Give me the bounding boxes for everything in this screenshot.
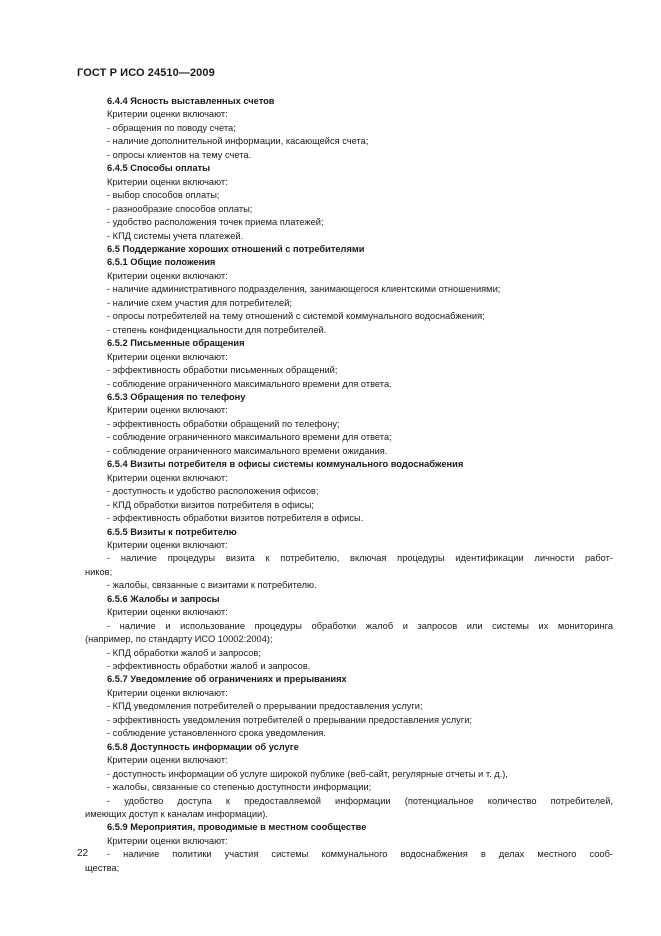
section-heading: 6.5.8 Доступность информации об услуге — [107, 741, 299, 752]
list-item: - наличие и использование процедуры обработки жалоб и запросов или системы их мониторинга — [107, 620, 613, 631]
list-item: - КПД уведомления потребителей о прерывании предоставления услуги; — [107, 701, 423, 712]
list-item: - выбор способов оплаты; — [107, 190, 220, 201]
section-heading: 6.4.5 Способы оплаты — [107, 163, 211, 174]
list-item-continuation: ников; — [85, 566, 113, 577]
list-item: - эффективность обработки письменных обращений; — [107, 365, 338, 376]
list-item: - наличие схем участия для потребителей; — [107, 297, 292, 308]
list-item: - КПД системы учета платежей. — [107, 230, 244, 241]
criteria-intro: Критерии оценки включают: — [107, 835, 228, 846]
criteria-intro: Критерии оценки включают: — [107, 472, 228, 483]
list-item: - наличие дополнительной информации, касающейся счета; — [107, 136, 369, 147]
criteria-intro: Критерии оценки включают: — [107, 755, 228, 766]
list-item: - удобство доступа к предоставляемой информации (потенциальное количество потребителей, — [107, 795, 613, 806]
list-item: - доступность и удобство расположения офисов; — [107, 486, 319, 497]
list-item: - жалобы, связанные с визитами к потребителю. — [107, 580, 317, 591]
section-heading: 6.5.6 Жалобы и запросы — [107, 593, 220, 604]
document-header: ГОСТ Р ИСО 24510—2009 — [77, 67, 215, 79]
list-item: - опросы клиентов на тему счета. — [107, 149, 252, 160]
list-item: - КПД обработки жалоб и запросов; — [107, 647, 261, 658]
criteria-intro: Критерии оценки включают: — [107, 607, 228, 618]
section-heading: 6.5.2 Письменные обращения — [107, 338, 245, 349]
list-item: - наличие политики участия системы коммунального водоснабжения в делах местного сооб- — [107, 849, 613, 860]
criteria-intro: Критерии оценки включают: — [107, 687, 228, 698]
list-item: - удобство расположения точек приема платежей; — [107, 217, 324, 228]
list-item: - опросы потребителей на тему отношений с системой коммунального водоснабжения; — [107, 311, 485, 322]
list-item: - наличие административного подразделения, занимающегося клиентскими отношениями; — [107, 284, 501, 295]
criteria-intro: Критерии оценки включают: — [107, 270, 228, 281]
list-item: - соблюдение ограниченного максимального времени для ответа; — [107, 432, 392, 443]
list-item: - разнообразие способов оплаты; — [107, 203, 253, 214]
section-heading: 6.5.1 Общие положения — [107, 257, 216, 268]
list-item: - КПД обработки визитов потребителя в офисы; — [107, 499, 314, 510]
section-heading: 6.5.7 Уведомление об ограничениях и прерываниях — [107, 674, 347, 685]
criteria-intro: Критерии оценки включают: — [107, 109, 228, 120]
list-item: - эффективность уведомления потребителей о прерывании предоставления услуги; — [107, 714, 472, 725]
page-number: 22 — [77, 848, 89, 859]
list-item: - эффективность обработки обращений по телефону; — [107, 418, 340, 429]
list-item: - обращения по поводу счета; — [107, 122, 236, 133]
section-heading: 6.5.4 Визиты потребителя в офисы системы коммунального водоснабжения — [107, 459, 464, 470]
list-item-continuation: (например, по стандарту ИСО 10002:2004); — [85, 634, 273, 645]
document-body — [85, 95, 613, 875]
section-heading: 6.5 Поддержание хороших отношений с потребителями — [107, 243, 365, 254]
list-item-continuation: щества; — [85, 862, 120, 873]
section-heading: 6.5.5 Визиты к потребителю — [107, 526, 237, 537]
list-item: - соблюдение установленного срока уведомления. — [107, 728, 326, 739]
criteria-intro: Критерии оценки включают: — [107, 405, 228, 416]
list-item: - эффективность обработки жалоб и запросов. — [107, 661, 311, 672]
list-item: - степень конфиденциальности для потребителей. — [107, 324, 327, 335]
list-item: - эффективность обработки визитов потребителя в офисы. — [107, 513, 364, 524]
list-item-continuation: имеющих доступ к каналам информации). — [85, 809, 268, 820]
criteria-intro: Критерии оценки включают: — [107, 351, 228, 362]
list-item: - доступность информации об услуге широкой публике (веб-сайт, регулярные отчеты и т. д.), — [107, 768, 508, 779]
list-item: - соблюдение ограниченного максимального времени для ответа. — [107, 378, 392, 389]
section-heading: 6.5.3 Обращения по телефону — [107, 391, 246, 402]
list-item: - соблюдение ограниченного максимального времени ожидания. — [107, 445, 388, 456]
criteria-intro: Критерии оценки включают: — [107, 176, 228, 187]
criteria-intro: Критерии оценки включают: — [107, 539, 228, 550]
list-item: - наличие процедуры визита к потребителю, включая процедуры идентификации личности работ- — [107, 553, 613, 564]
section-heading: 6.5.9 Мероприятия, проводимые в местном сообществе — [107, 822, 367, 833]
section-heading: 6.4.4 Ясность выставленных счетов — [107, 96, 275, 106]
list-item: - жалобы, связанные со степенью доступности информации; — [107, 782, 372, 793]
